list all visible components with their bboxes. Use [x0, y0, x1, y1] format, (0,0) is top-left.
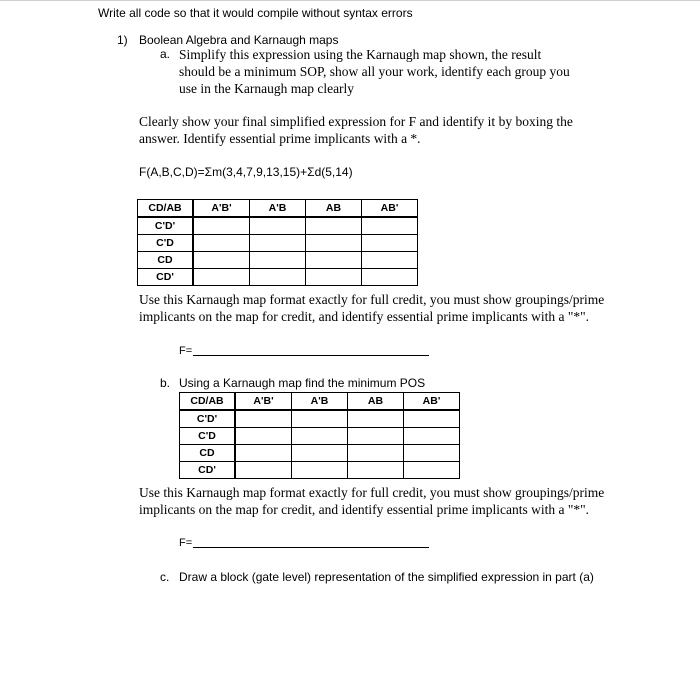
- kmap-b-cell[interactable]: [235, 410, 292, 428]
- boolean-function: F(A,B,C,D)=Σm(3,4,7,9,13,15)+Σd(5,14): [139, 165, 353, 179]
- part-c-text: Draw a block (gate level) representation of the simplified expression in part (a): [179, 570, 594, 584]
- page-header: Write all code so that it would compile without syntax errors: [98, 6, 413, 20]
- kmap-a-row: [138, 235, 418, 252]
- kmap-b-cell[interactable]: [292, 428, 348, 445]
- kmap-b-col: AB: [348, 393, 404, 411]
- note-a-line-2: implicants on the map for credit, and identify essential prime implicants with a "*".: [139, 309, 590, 324]
- kmap-a-cell[interactable]: [250, 235, 306, 252]
- kmap-a-row-label: CD: [138, 252, 194, 269]
- kmap-b-cell[interactable]: [348, 462, 404, 479]
- question-title: Boolean Algebra and Karnaugh maps: [139, 33, 339, 47]
- kmap-b-row: [180, 462, 460, 479]
- answer-a-blank[interactable]: [193, 355, 429, 356]
- kmap-a-col: A'B: [250, 200, 306, 218]
- instructions-line-2: answer. Identify essential prime implicants with a *.: [139, 131, 421, 146]
- kmap-a-cell[interactable]: [306, 217, 362, 235]
- kmap-a-col: AB': [362, 200, 418, 218]
- kmap-a-row: [138, 252, 418, 269]
- kmap-b-cell[interactable]: [404, 410, 460, 428]
- kmap-a-cell[interactable]: [362, 252, 418, 269]
- kmap-a-cell[interactable]: [362, 235, 418, 252]
- kmap-a-header-row: [138, 200, 418, 218]
- kmap-b-col: A'B': [235, 393, 292, 411]
- kmap-a-row: [138, 269, 418, 286]
- kmap-b-cell[interactable]: [292, 462, 348, 479]
- kmap-a-corner: CD/AB: [138, 200, 194, 218]
- kmap-b-row-label: C'D': [180, 410, 236, 428]
- answer-b-blank[interactable]: [193, 547, 429, 548]
- kmap-a-cell[interactable]: [193, 269, 250, 286]
- kmap-b-row-label: C'D: [180, 428, 236, 445]
- kmap-a-cell[interactable]: [306, 269, 362, 286]
- kmap-b-cell[interactable]: [348, 410, 404, 428]
- note-b-line-2: implicants on the map for credit, and identify essential prime implicants with a "*".: [139, 502, 590, 517]
- kmap-b-row-label: CD: [180, 445, 236, 462]
- kmap-b-col: A'B: [292, 393, 348, 411]
- kmap-a-cell[interactable]: [306, 235, 362, 252]
- kmap-a-cell[interactable]: [250, 269, 306, 286]
- part-a-line-3: use in the Karnaugh map clearly: [179, 81, 355, 96]
- kmap-b-cell[interactable]: [404, 445, 460, 462]
- kmap-a-cell[interactable]: [250, 217, 306, 235]
- kmap-b-header-row: [180, 393, 460, 411]
- note-b-line-1: Use this Karnaugh map format exactly for full credit, you must show groupings/prime: [139, 485, 605, 500]
- part-c-label: c.: [160, 570, 170, 584]
- kmap-b-col: AB': [404, 393, 460, 411]
- kmap-b-cell[interactable]: [235, 445, 292, 462]
- kmap-a: [137, 199, 418, 286]
- part-b-label: b.: [160, 376, 171, 390]
- kmap-b-cell[interactable]: [292, 410, 348, 428]
- kmap-a-row-label: CD': [138, 269, 194, 286]
- part-a-label: a.: [160, 47, 171, 61]
- kmap-b-cell[interactable]: [235, 428, 292, 445]
- kmap-a-cell[interactable]: [306, 252, 362, 269]
- kmap-a-col: AB: [306, 200, 362, 218]
- kmap-b-cell[interactable]: [348, 428, 404, 445]
- kmap-b-cell[interactable]: [292, 445, 348, 462]
- instructions-line-1: Clearly show your final simplified expression for F and identify it by boxing the: [139, 114, 573, 129]
- kmap-b-cell[interactable]: [404, 428, 460, 445]
- kmap-a-cell[interactable]: [193, 252, 250, 269]
- kmap-b-corner: CD/AB: [180, 393, 236, 411]
- kmap-a-row-label: C'D: [138, 235, 194, 252]
- kmap-b-cell[interactable]: [235, 462, 292, 479]
- part-b-text: Using a Karnaugh map find the minimum POS: [179, 376, 426, 390]
- kmap-b-row: [180, 445, 460, 462]
- part-a-line-1: Simplify this expression using the Karnaugh map shown, the result: [179, 47, 542, 62]
- part-a-line-2: should be a minimum SOP, show all your work, identify each group you: [179, 64, 570, 79]
- kmap-a-row: [138, 217, 418, 235]
- kmap-a-cell[interactable]: [193, 235, 250, 252]
- kmap-b-cell[interactable]: [404, 462, 460, 479]
- kmap-a-cell[interactable]: [250, 252, 306, 269]
- kmap-b-row-label: CD': [180, 462, 236, 479]
- answer-a-label: F=: [179, 345, 193, 357]
- kmap-b-row: [180, 428, 460, 445]
- kmap-a-cell[interactable]: [193, 217, 250, 235]
- kmap-a-col: A'B': [193, 200, 250, 218]
- question-number: 1): [117, 33, 128, 47]
- kmap-a-cell[interactable]: [362, 269, 418, 286]
- top-border: [0, 0, 700, 1]
- kmap-b: [179, 392, 460, 479]
- kmap-b-row: [180, 410, 460, 428]
- kmap-a-row-label: C'D': [138, 217, 194, 235]
- note-a-line-1: Use this Karnaugh map format exactly for full credit, you must show groupings/prime: [139, 292, 605, 307]
- answer-b-label: F=: [179, 537, 193, 549]
- kmap-b-cell[interactable]: [348, 445, 404, 462]
- kmap-a-cell[interactable]: [362, 217, 418, 235]
